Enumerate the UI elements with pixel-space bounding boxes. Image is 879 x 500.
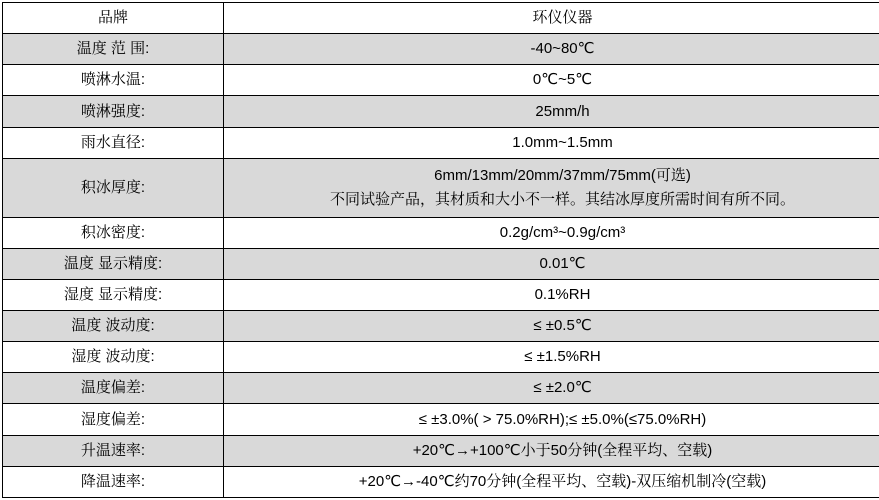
row-value: [224, 127, 879, 158]
row-label: 喷淋水温:: [3, 65, 224, 96]
row-value-line: 0.01℃: [539, 254, 586, 272]
table-row: [3, 279, 879, 310]
table-row: [3, 3, 879, 34]
row-value-line: ≤ ±2.0℃: [533, 379, 592, 397]
row-label: 雨水直径:: [3, 127, 224, 158]
row-label: 温度偏差:: [3, 373, 224, 404]
row-value-line: +20℃→+100℃小于50分钟(全程平均、空载): [412, 441, 713, 459]
row-label: 积冰厚度:: [3, 158, 224, 217]
row-value: [224, 310, 879, 341]
row-value-line: 0.1%RH: [534, 285, 591, 303]
row-label: 温度 显示精度:: [3, 248, 224, 279]
row-value: [224, 158, 879, 217]
row-value-line: 0℃~5℃: [532, 71, 593, 89]
row-value-line: 0.2g/cm³~0.9g/cm³: [499, 223, 626, 241]
specification-table-body: [3, 3, 879, 498]
table-row: [3, 248, 879, 279]
row-label: 降温速率:: [3, 466, 224, 497]
table-row: [3, 373, 879, 404]
row-value: [224, 342, 879, 373]
specification-table: [2, 2, 879, 498]
table-row: [3, 404, 879, 435]
row-value-line: -40~80℃: [530, 40, 595, 58]
table-row: [3, 127, 879, 158]
table-row: [3, 310, 879, 341]
table-row: [3, 217, 879, 248]
row-label: 湿度偏差:: [3, 404, 224, 435]
row-label: 品牌: [3, 3, 224, 34]
row-value-line: 1.0mm~1.5mm: [512, 133, 613, 151]
row-value-line: 环仪仪器: [532, 9, 593, 27]
row-value-line: ≤ ±3.0%( > 75.0%RH);≤ ±5.0%(≤75.0%RH): [418, 410, 707, 428]
table-row: [3, 96, 879, 127]
row-value: [224, 466, 879, 497]
row-value: [224, 404, 879, 435]
row-label: 温度 范 围:: [3, 34, 224, 65]
row-value: [224, 217, 879, 248]
row-value: [224, 279, 879, 310]
table-row: [3, 342, 879, 373]
row-label: 喷淋强度:: [3, 96, 224, 127]
row-value-line: ≤ ±0.5℃: [533, 317, 592, 335]
row-value: [224, 65, 879, 96]
row-value-line: ≤ ±1.5%RH: [524, 348, 601, 366]
table-row: [3, 34, 879, 65]
row-label: 温度 波动度:: [3, 310, 224, 341]
row-value: [224, 3, 879, 34]
table-row: [3, 466, 879, 497]
table-row: [3, 435, 879, 466]
row-value-line: +20℃→-40℃约70分钟(全程平均、空载)-双压缩机制冷(空载): [358, 472, 767, 490]
row-label: 湿度 显示精度:: [3, 279, 224, 310]
row-label: 升温速率:: [3, 435, 224, 466]
table-row: [3, 65, 879, 96]
row-value: [224, 34, 879, 65]
row-value: [224, 435, 879, 466]
row-value-line: 6mm/13mm/20mm/37mm/75mm(可选): [434, 166, 691, 184]
row-value: [224, 373, 879, 404]
row-value-line: 不同试验产品，其材质和大小不一样。其结冰厚度所需时间有所不同。: [329, 190, 795, 208]
row-label: 湿度 波动度:: [3, 342, 224, 373]
row-label: 积冰密度:: [3, 217, 224, 248]
row-value: [224, 96, 879, 127]
table-row: [3, 158, 879, 217]
row-value: [224, 248, 879, 279]
row-value-line: 25mm/h: [535, 102, 590, 120]
